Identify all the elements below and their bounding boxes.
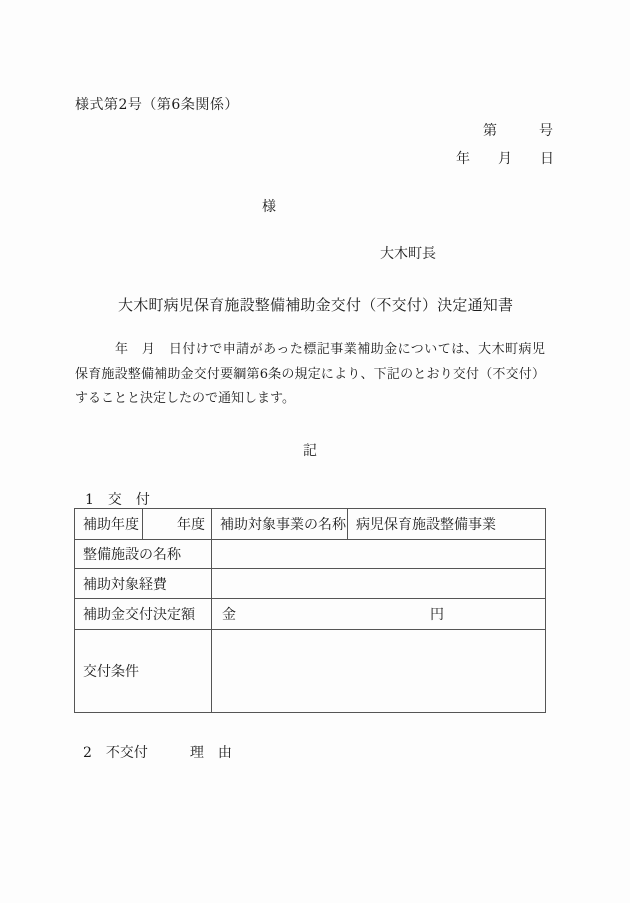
cell-grant-conditions-value — [212, 630, 546, 713]
grant-table — [74, 508, 546, 713]
section-1-heading: 1 交 付 — [85, 492, 150, 508]
table-row-grant-conditions — [75, 630, 546, 713]
cell-facility-name-label: 整備施設の名称 — [75, 540, 212, 569]
table-row-facility-name — [75, 540, 546, 569]
cell-project-name-label: 補助対象事業の名称 — [212, 509, 348, 540]
cell-eligible-expenses-value — [212, 569, 546, 599]
body-line-1: 年 月 日付けで申請があった標記事業補助金については、大木町病児 — [115, 342, 545, 357]
cell-grant-conditions-label: 交付条件 — [75, 630, 212, 713]
cell-eligible-expenses-label: 補助対象経費 — [75, 569, 212, 599]
document-number-line: 第 号 — [483, 123, 553, 139]
cell-decided-amount-label: 補助金交付決定額 — [75, 599, 212, 630]
document-title: 大木町病児保育施設整備補助金交付（不交付）決定通知書 — [118, 296, 514, 314]
cell-project-name-value: 病児保育施設整備事業 — [348, 509, 546, 540]
cell-decided-amount-value — [212, 599, 546, 630]
section-2-heading: 2 不交付 理 由 — [83, 745, 232, 761]
table-row-decided-amount — [75, 599, 546, 630]
table-row-header — [75, 509, 546, 540]
body-paragraph — [75, 338, 545, 412]
amount-prefix: 金 — [222, 607, 236, 623]
record-marker: 記 — [303, 443, 317, 459]
table-row-eligible-expenses — [75, 569, 546, 599]
body-line-2: 保育施設整備補助金交付要綱第6条の規定により、下記のとおり交付（不交付） — [75, 366, 545, 382]
sender-name: 大木町長 — [380, 246, 436, 262]
cell-year-value: 年度 — [143, 509, 212, 540]
amount-unit: 円 — [430, 607, 444, 623]
cell-facility-name-value — [212, 540, 546, 569]
cell-subsidy-year-label: 補助年度 — [75, 509, 143, 540]
form-number-label: 様式第2号（第6条関係） — [75, 97, 239, 113]
body-line-3: することと決定したので通知します。 — [75, 391, 295, 407]
date-line: 年 月 日 — [456, 151, 554, 167]
addressee-suffix: 様 — [262, 199, 276, 215]
